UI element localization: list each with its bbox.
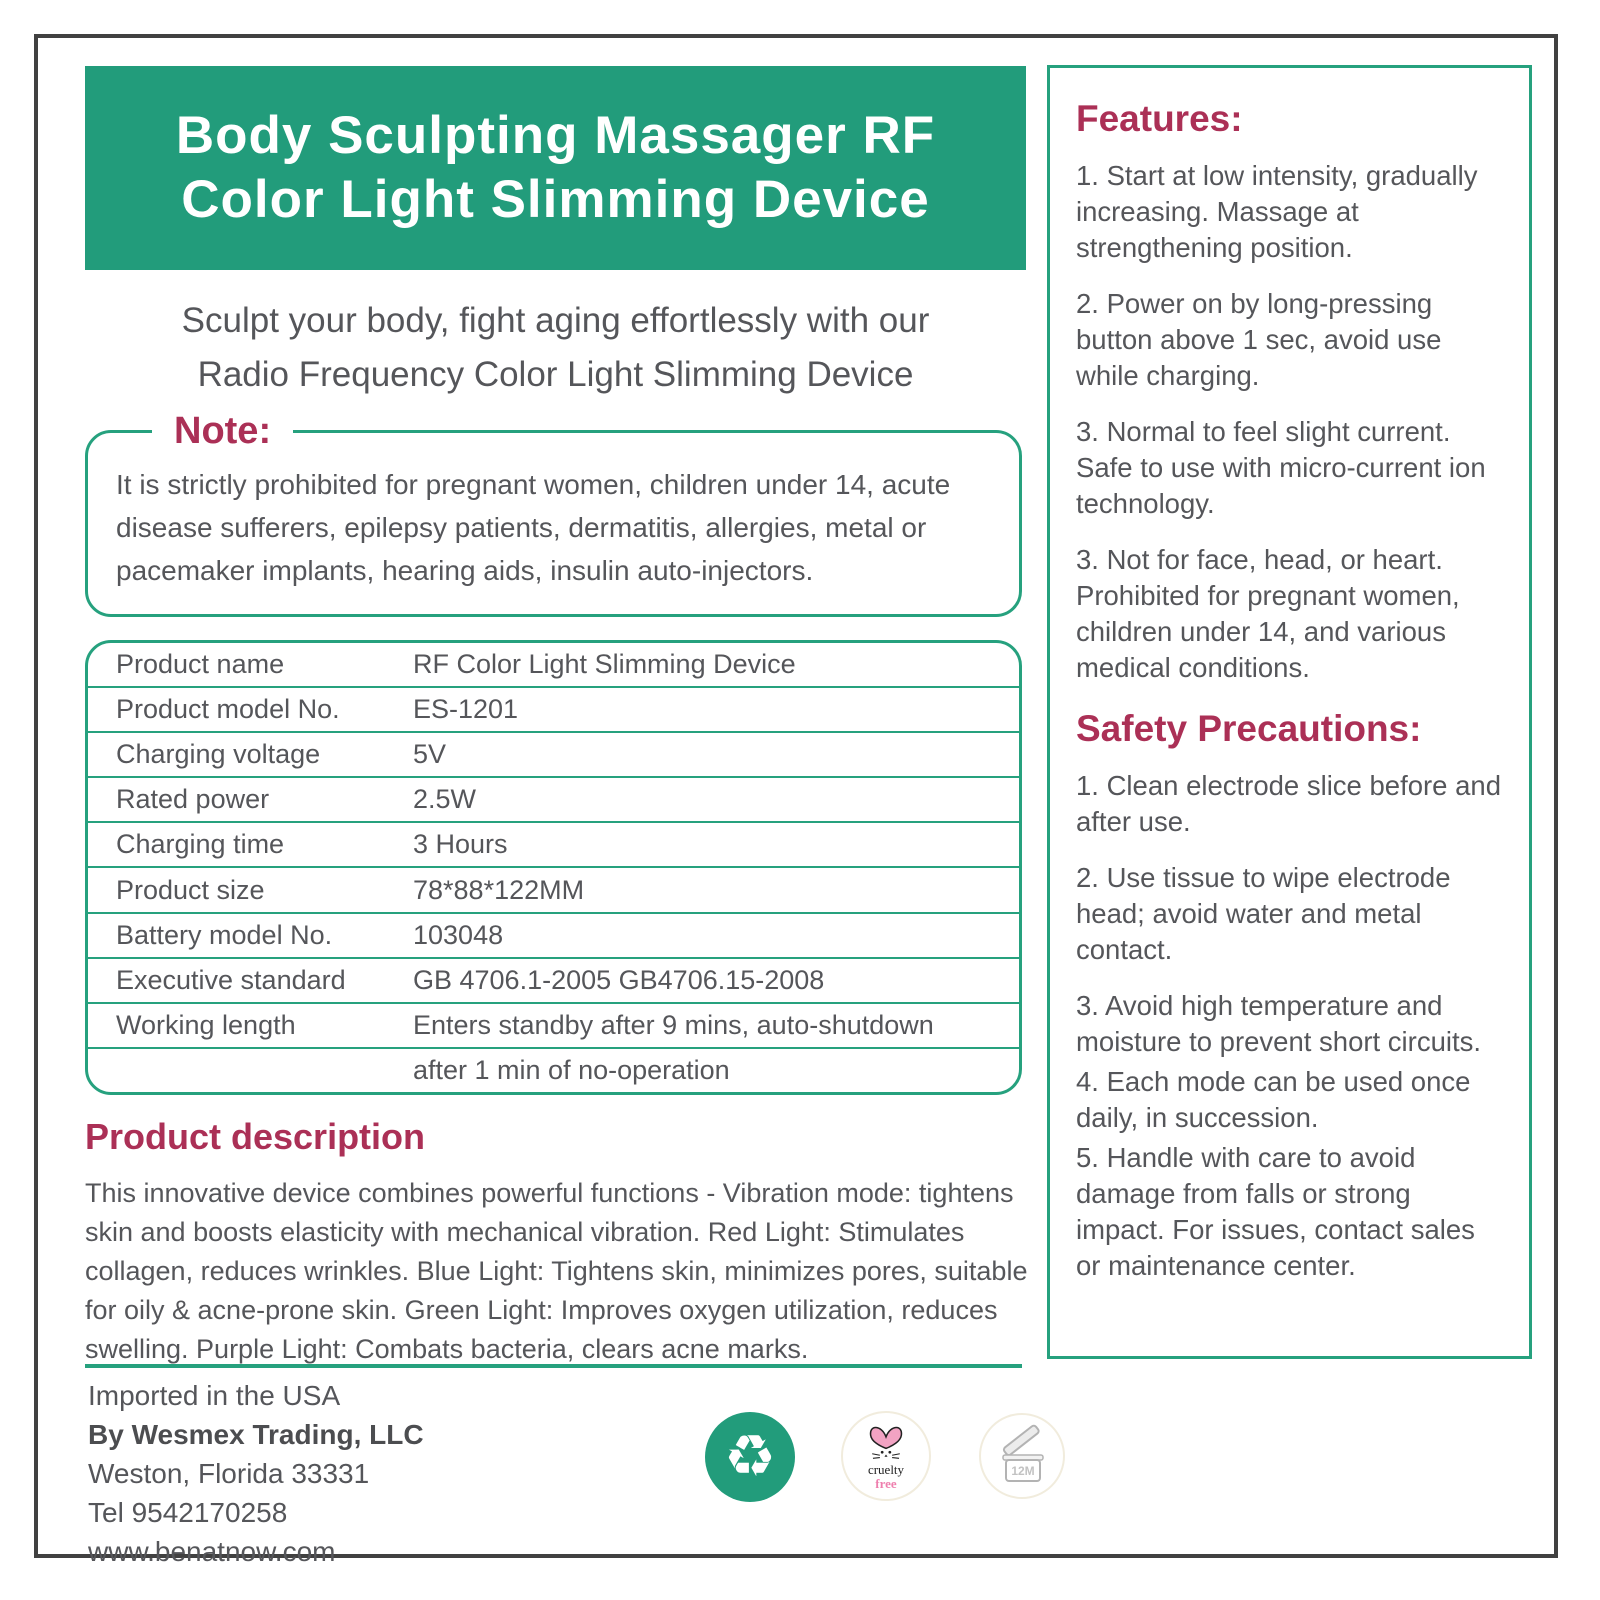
importer-website: www.benatnow.com [88,1536,336,1567]
spec-value: Enters standby after 9 mins, auto-shutdown [413,1009,934,1040]
table-row [88,643,1019,688]
spec-value: 103048 [413,919,504,950]
period-after-opening-label: 12M [1011,1464,1035,1478]
spec-value: 78*88*122MM [413,874,585,905]
safety-item: 4. Each mode can be used once daily, in succession. [1076,1066,1471,1133]
safety-precautions-heading: Safety Precautions: [1076,708,1422,749]
spec-label: Product name [116,649,285,680]
feature-item: 2. Power on by long-pressing button above 1 sec, avoid use while charging. [1076,288,1442,391]
note-box [85,410,1022,617]
spec-value: 5V [413,739,447,770]
product-description-text: This innovative device combines powerful functions - Vibration mode: tightens skin and boosts elasticity with mechanical vibration. Red Light: Stimulates collagen, reduces wrinkles. Blue Light: Tightens skin, minimizes pores, suitable for oily & acne-prone skin. Green Light: Improves oxygen utilization, reduces swelling. Purple Light: Combats bacteria, clears acne marks. [85,1178,1028,1364]
spec-value: RF Color Light Slimming Device [413,649,796,680]
table-row [88,868,1019,913]
cruelty-free-bunny-graphic [863,1423,909,1463]
spec-label: Rated power [116,784,270,815]
product-title-line2: Color Light Slimming Device [181,170,930,229]
spec-label: Charging voltage [116,739,321,770]
table-row [88,823,1019,868]
spec-label: Product model No. [116,694,340,725]
period-after-opening-icon [979,1413,1065,1499]
table-row [88,1049,1019,1092]
feature-item: 3. Normal to feel slight current. Safe to use with micro-current ion technology. [1076,416,1486,519]
product-subtitle [85,294,1026,402]
spec-value: ES-1201 [413,694,519,725]
spec-label: Charging time [116,829,285,860]
table-row [88,688,1019,733]
importer-address: Weston, Florida 33331 [88,1458,370,1489]
table-row [88,959,1019,1004]
safety-item: 3. Avoid high temperature and moisture to prevent short circuits. [1076,990,1482,1057]
table-row [88,733,1019,778]
note-text: It is strictly prohibited for pregnant women, children under 14, acute disease sufferers, epilepsy patients, dermatitis, allergies, metal or pacemaker implants, hearing aids, insulin auto-injectors. [116,469,951,586]
safety-item: 2. Use tissue to wipe electrode head; avoid water and metal contact. [1076,862,1451,965]
product-title-banner [85,66,1026,270]
table-row [88,1004,1019,1049]
cruelty-free-text: cruelty [867,1462,905,1477]
note-label: Note: [174,410,272,452]
table-row [88,778,1019,823]
imported-line: Imported in the USA [88,1380,341,1411]
importer-info [88,1376,424,1571]
features-heading: Features: [1076,98,1243,139]
spec-label: Working length [116,1009,296,1040]
spec-label: Executive standard [116,964,346,995]
spec-value: GB 4706.1-2005 GB4706.15-2008 [413,964,825,995]
product-subtitle-line2: Radio Frequency Color Light Slimming Device [197,355,914,394]
features-safety-panel [1047,65,1532,1359]
feature-item: 3. Not for face, head, or heart. Prohibited for pregnant women, children under 14, and various medical conditions. [1076,544,1460,683]
importer-company: By Wesmex Trading, LLC [88,1419,424,1450]
product-title-line1: Body Sculpting Massager RF [175,106,936,165]
product-description-heading: Product description [85,1116,426,1157]
spec-value: 3 Hours [413,829,508,860]
spec-table [85,640,1022,1095]
cruelty-free-icon [841,1411,931,1501]
recycle-icon [705,1412,795,1502]
feature-item: 1. Start at low intensity, gradually increasing. Massage at strengthening position. [1076,160,1478,263]
spec-label: Battery model No. [116,919,333,950]
open-jar-graphic [990,1424,1054,1488]
spec-value: after 1 min of no-operation [413,1054,730,1085]
recycle-glyph: ♻ [724,1424,776,1489]
importer-phone: Tel 9542170258 [88,1497,288,1528]
spec-value: 2.5W [413,784,477,815]
spec-label: Product size [116,874,265,905]
table-row [88,914,1019,959]
safety-item: 1. Clean electrode slice before and after use. [1076,770,1501,837]
cruelty-free-text2: free [875,1476,897,1491]
footer-divider [85,1364,1022,1368]
product-subtitle-line1: Sculpt your body, fight aging effortlessly with our [181,301,930,340]
safety-item: 5. Handle with care to avoid damage from falls or strong impact. For issues, contact sales or maintenance center. [1076,1142,1475,1281]
